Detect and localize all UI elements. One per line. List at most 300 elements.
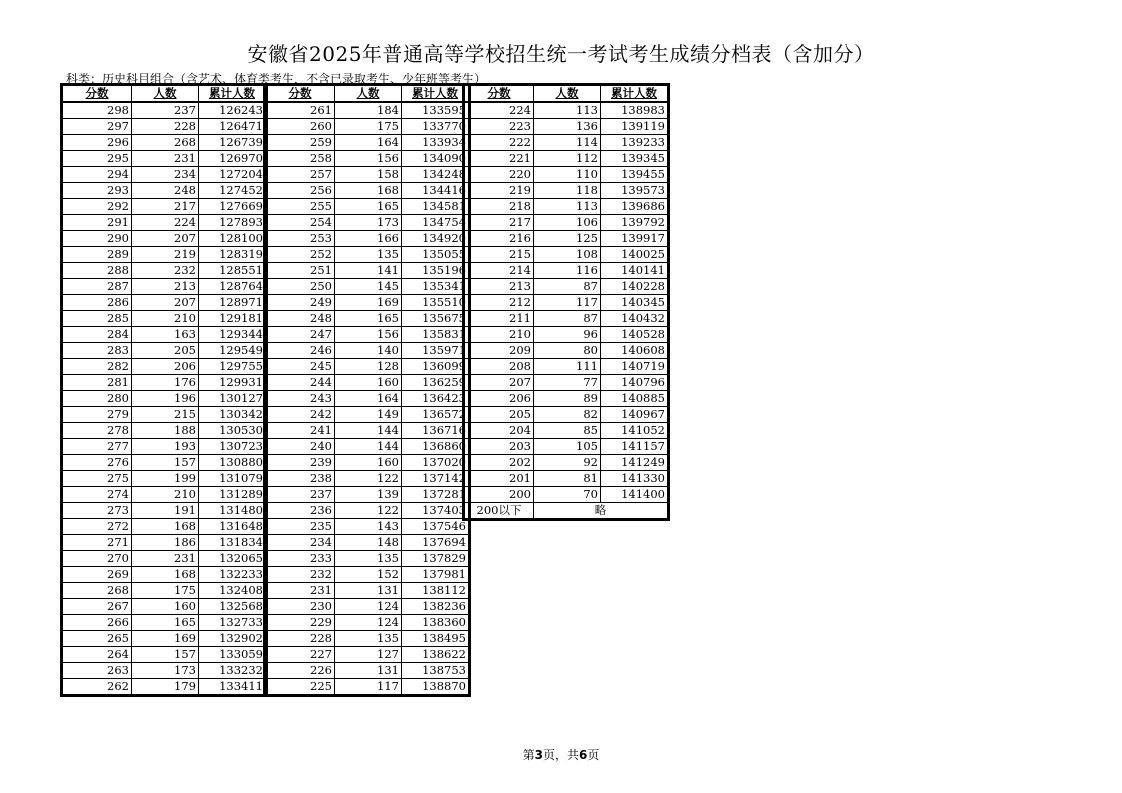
score-cell: 254 <box>266 215 335 231</box>
cumulative-cell: 128971 <box>199 295 266 311</box>
cumulative-cell: 137981 <box>402 567 469 583</box>
footer-prefix: 第 <box>522 748 535 762</box>
count-cell: 92 <box>534 455 601 471</box>
count-cell: 157 <box>132 647 199 663</box>
score-cell: 258 <box>266 151 335 167</box>
cumulative-cell: 134416 <box>402 183 469 199</box>
cumulative-cell: 135341 <box>402 279 469 295</box>
count-cell: 169 <box>335 295 402 311</box>
table-row <box>63 391 266 407</box>
count-cell: 176 <box>132 375 199 391</box>
table-row <box>63 455 266 471</box>
footer-page-number: 3 <box>534 748 543 762</box>
cumulative-cell: 135055 <box>402 247 469 263</box>
table-row <box>266 583 469 599</box>
count-cell: 168 <box>335 183 402 199</box>
table-row <box>266 631 469 647</box>
score-cell: 284 <box>63 327 132 343</box>
cumulative-cell: 137142 <box>402 471 469 487</box>
count-cell: 175 <box>335 119 402 135</box>
header-score: 分数 <box>266 86 335 103</box>
count-cell: 82 <box>534 407 601 423</box>
cumulative-cell: 135196 <box>402 263 469 279</box>
count-cell: 105 <box>534 439 601 455</box>
cumulative-cell: 132065 <box>199 551 266 567</box>
cumulative-cell: 134754 <box>402 215 469 231</box>
count-cell: 210 <box>132 311 199 327</box>
count-cell: 139 <box>335 487 402 503</box>
cumulative-cell: 136572 <box>402 407 469 423</box>
cumulative-cell: 133595 <box>402 102 469 119</box>
header-score: 分数 <box>465 86 534 103</box>
count-cell: 77 <box>534 375 601 391</box>
cumulative-cell: 141052 <box>601 423 668 439</box>
table-row <box>63 135 266 151</box>
cumulative-cell: 132733 <box>199 615 266 631</box>
cumulative-cell: 131289 <box>199 487 266 503</box>
count-cell: 156 <box>335 327 402 343</box>
table-row <box>266 151 469 167</box>
count-cell: 156 <box>335 151 402 167</box>
table-row <box>63 183 266 199</box>
table-row <box>266 615 469 631</box>
count-cell: 96 <box>534 327 601 343</box>
cumulative-cell: 138983 <box>601 102 668 119</box>
score-cell: 221 <box>465 151 534 167</box>
score-cell: 222 <box>465 135 534 151</box>
score-cell: 276 <box>63 455 132 471</box>
cumulative-cell: 135675 <box>402 311 469 327</box>
count-cell: 163 <box>132 327 199 343</box>
score-cell: 263 <box>63 663 132 679</box>
score-cell: 259 <box>266 135 335 151</box>
cumulative-cell: 127669 <box>199 199 266 215</box>
table-row <box>266 359 469 375</box>
cumulative-cell: 141330 <box>601 471 668 487</box>
count-cell: 188 <box>132 423 199 439</box>
count-cell: 213 <box>132 279 199 295</box>
table-row <box>63 615 266 631</box>
count-cell: 106 <box>534 215 601 231</box>
table-row <box>63 375 266 391</box>
count-cell: 128 <box>335 359 402 375</box>
count-cell: 224 <box>132 215 199 231</box>
count-cell: 125 <box>534 231 601 247</box>
table-row <box>266 487 469 503</box>
header-cumulative: 累计人数 <box>601 86 668 103</box>
cumulative-cell: 136259 <box>402 375 469 391</box>
cumulative-cell: 128551 <box>199 263 266 279</box>
table-row <box>465 263 668 279</box>
cumulative-cell: 140967 <box>601 407 668 423</box>
score-cell: 277 <box>63 439 132 455</box>
cumulative-cell: 127893 <box>199 215 266 231</box>
cumulative-cell: 131079 <box>199 471 266 487</box>
table-row <box>266 102 469 119</box>
score-cell: 232 <box>266 567 335 583</box>
table-row <box>465 231 668 247</box>
table-row <box>63 151 266 167</box>
score-cell: 289 <box>63 247 132 263</box>
count-cell: 173 <box>132 663 199 679</box>
cumulative-cell: 139917 <box>601 231 668 247</box>
cumulative-cell: 134920 <box>402 231 469 247</box>
cumulative-cell: 126471 <box>199 119 266 135</box>
cumulative-cell: 129931 <box>199 375 266 391</box>
score-cell: 202 <box>465 455 534 471</box>
score-cell: 229 <box>266 615 335 631</box>
table-row <box>266 535 469 551</box>
count-cell: 164 <box>335 391 402 407</box>
score-cell: 238 <box>266 471 335 487</box>
cumulative-cell: 134248 <box>402 167 469 183</box>
table-row <box>63 167 266 183</box>
score-cell: 237 <box>266 487 335 503</box>
cumulative-cell: 137020 <box>402 455 469 471</box>
score-cell: 273 <box>63 503 132 519</box>
table-row <box>465 279 668 295</box>
table-row <box>63 279 266 295</box>
count-cell: 248 <box>132 183 199 199</box>
table-row <box>465 183 668 199</box>
score-cell: 214 <box>465 263 534 279</box>
table-row <box>465 343 668 359</box>
header-cumulative: 累计人数 <box>199 86 266 103</box>
cumulative-cell: 133934 <box>402 135 469 151</box>
count-cell: 144 <box>335 423 402 439</box>
count-cell: 193 <box>132 439 199 455</box>
score-cell: 211 <box>465 311 534 327</box>
count-cell: 206 <box>132 359 199 375</box>
cumulative-cell: 138236 <box>402 599 469 615</box>
count-cell: 165 <box>132 615 199 631</box>
table-row <box>63 231 266 247</box>
table-row <box>63 119 266 135</box>
table-row <box>63 247 266 263</box>
table-row <box>465 102 668 119</box>
score-cell: 267 <box>63 599 132 615</box>
table-row <box>465 167 668 183</box>
score-cell: 247 <box>266 327 335 343</box>
score-cell: 213 <box>465 279 534 295</box>
score-cell: 242 <box>266 407 335 423</box>
count-cell: 149 <box>335 407 402 423</box>
score-cell: 239 <box>266 455 335 471</box>
cumulative-cell: 129755 <box>199 359 266 375</box>
count-cell: 160 <box>132 599 199 615</box>
table-row <box>266 215 469 231</box>
score-cell: 255 <box>266 199 335 215</box>
score-cell: 216 <box>465 231 534 247</box>
cumulative-cell: 129344 <box>199 327 266 343</box>
score-cell: 235 <box>266 519 335 535</box>
count-cell: 186 <box>132 535 199 551</box>
count-cell: 231 <box>132 151 199 167</box>
count-cell: 131 <box>335 663 402 679</box>
count-cell: 118 <box>534 183 601 199</box>
score-cell: 203 <box>465 439 534 455</box>
score-cell: 201 <box>465 471 534 487</box>
cumulative-cell: 140608 <box>601 343 668 359</box>
table-row <box>63 102 266 119</box>
score-cell: 240 <box>266 439 335 455</box>
score-cell: 296 <box>63 135 132 151</box>
score-cell: 250 <box>266 279 335 295</box>
cumulative-cell: 140025 <box>601 247 668 263</box>
cumulative-cell: 140432 <box>601 311 668 327</box>
table-row <box>63 567 266 583</box>
count-cell: 117 <box>335 679 402 695</box>
table-row <box>266 439 469 455</box>
score-cell: 257 <box>266 167 335 183</box>
count-cell: 108 <box>534 247 601 263</box>
table-row <box>465 215 668 231</box>
score-cell: 234 <box>266 535 335 551</box>
score-cell: 265 <box>63 631 132 647</box>
cumulative-cell: 130342 <box>199 407 266 423</box>
footer-mid: 页，共 <box>542 748 579 762</box>
page-footer <box>0 746 1122 763</box>
table-row <box>63 423 266 439</box>
header-cumulative: 累计人数 <box>402 86 469 103</box>
count-cell: 164 <box>335 135 402 151</box>
score-cell: 268 <box>63 583 132 599</box>
count-cell: 148 <box>335 535 402 551</box>
cumulative-cell: 138622 <box>402 647 469 663</box>
count-cell: 117 <box>534 295 601 311</box>
score-cell: 206 <box>465 391 534 407</box>
table-row <box>266 343 469 359</box>
score-table-1 <box>62 85 266 695</box>
table-row <box>63 295 266 311</box>
count-cell: 166 <box>335 231 402 247</box>
table-row <box>465 327 668 343</box>
score-cell: 230 <box>266 599 335 615</box>
score-cell: 220 <box>465 167 534 183</box>
count-cell: 268 <box>132 135 199 151</box>
count-cell: 168 <box>132 519 199 535</box>
cumulative-cell: 133059 <box>199 647 266 663</box>
count-cell: 179 <box>132 679 199 695</box>
score-cell: 261 <box>266 102 335 119</box>
count-cell: 135 <box>335 631 402 647</box>
score-cell: 275 <box>63 471 132 487</box>
category-subtitle: 科类：历史科目组合（含艺术、体育类考生，不含已录取考生、少年班等考生） <box>66 72 487 86</box>
table-row <box>266 327 469 343</box>
cumulative-cell: 132408 <box>199 583 266 599</box>
count-cell: 168 <box>132 567 199 583</box>
table-row <box>266 135 469 151</box>
score-cell: 269 <box>63 567 132 583</box>
table-row <box>63 503 266 519</box>
score-cell: 224 <box>465 102 534 119</box>
score-cell: 246 <box>266 343 335 359</box>
count-cell: 145 <box>335 279 402 295</box>
score-cell: 287 <box>63 279 132 295</box>
count-cell: 207 <box>132 295 199 311</box>
table-row <box>266 519 469 535</box>
score-cell: 270 <box>63 551 132 567</box>
score-cell: 226 <box>266 663 335 679</box>
score-cell: 295 <box>63 151 132 167</box>
count-cell: 136 <box>534 119 601 135</box>
cumulative-cell: 133232 <box>199 663 266 679</box>
count-cell: 114 <box>534 135 601 151</box>
table-row <box>465 359 668 375</box>
table-row <box>266 455 469 471</box>
page-title: 安徽省2025年普通高等学校招生统一考试考生成绩分档表（含加分） <box>247 42 875 66</box>
score-cell: 288 <box>63 263 132 279</box>
count-cell: 228 <box>132 119 199 135</box>
cumulative-cell: 139233 <box>601 135 668 151</box>
cumulative-cell: 128319 <box>199 247 266 263</box>
score-cell: 241 <box>266 423 335 439</box>
count-cell: 231 <box>132 551 199 567</box>
table-row <box>63 471 266 487</box>
score-cell: 245 <box>266 359 335 375</box>
count-cell: 157 <box>132 455 199 471</box>
count-cell: 175 <box>132 583 199 599</box>
score-cell: 292 <box>63 199 132 215</box>
cumulative-cell: 140345 <box>601 295 668 311</box>
table-row <box>266 199 469 215</box>
header-score: 分数 <box>63 86 132 103</box>
table-row <box>465 423 668 439</box>
cumulative-cell: 137829 <box>402 551 469 567</box>
cumulative-cell: 133770 <box>402 119 469 135</box>
cumulative-cell: 130530 <box>199 423 266 439</box>
score-cell: 262 <box>63 679 132 695</box>
count-cell: 173 <box>335 215 402 231</box>
count-cell: 217 <box>132 199 199 215</box>
cumulative-cell: 127204 <box>199 167 266 183</box>
table-row <box>465 407 668 423</box>
table-row <box>63 311 266 327</box>
count-cell: 158 <box>335 167 402 183</box>
count-cell: 89 <box>534 391 601 407</box>
table-row <box>266 311 469 327</box>
cumulative-cell: 128100 <box>199 231 266 247</box>
cumulative-cell: 128764 <box>199 279 266 295</box>
cumulative-cell: 126243 <box>199 102 266 119</box>
score-cell: 249 <box>266 295 335 311</box>
table-row <box>266 167 469 183</box>
cumulative-cell: 139686 <box>601 199 668 215</box>
score-table-3 <box>464 85 668 519</box>
count-cell: 140 <box>335 343 402 359</box>
table-row <box>63 551 266 567</box>
score-cell: 278 <box>63 423 132 439</box>
cumulative-cell: 140141 <box>601 263 668 279</box>
cumulative-cell: 141249 <box>601 455 668 471</box>
table-row <box>63 407 266 423</box>
count-cell: 131 <box>335 583 402 599</box>
score-cell: 271 <box>63 535 132 551</box>
table-row <box>465 471 668 487</box>
cumulative-cell: 129549 <box>199 343 266 359</box>
count-cell: 165 <box>335 199 402 215</box>
table-row <box>266 231 469 247</box>
table-row <box>63 439 266 455</box>
cumulative-cell: 130880 <box>199 455 266 471</box>
score-cell: 225 <box>266 679 335 695</box>
header-count: 人数 <box>132 86 199 103</box>
table-row <box>266 391 469 407</box>
cumulative-cell: 139792 <box>601 215 668 231</box>
cumulative-cell: 131834 <box>199 535 266 551</box>
count-cell: 141 <box>335 263 402 279</box>
score-cell: 274 <box>63 487 132 503</box>
cumulative-cell: 135831 <box>402 327 469 343</box>
score-cell: 286 <box>63 295 132 311</box>
score-cell: 266 <box>63 615 132 631</box>
cumulative-cell: 130723 <box>199 439 266 455</box>
table-row <box>465 119 668 135</box>
cumulative-cell: 140885 <box>601 391 668 407</box>
score-cell: 217 <box>465 215 534 231</box>
count-cell: 152 <box>335 567 402 583</box>
cumulative-cell: 140796 <box>601 375 668 391</box>
cumulative-cell: 132902 <box>199 631 266 647</box>
table-row <box>465 151 668 167</box>
table-row <box>266 407 469 423</box>
cumulative-cell: 140528 <box>601 327 668 343</box>
score-cell: 218 <box>465 199 534 215</box>
cumulative-cell: 139573 <box>601 183 668 199</box>
score-cell: 215 <box>465 247 534 263</box>
table-row <box>266 679 469 695</box>
table-row <box>465 439 668 455</box>
cumulative-cell: 139455 <box>601 167 668 183</box>
score-cell: 208 <box>465 359 534 375</box>
table-row <box>266 503 469 519</box>
count-cell: 112 <box>534 151 601 167</box>
table-row <box>63 343 266 359</box>
table-row <box>465 199 668 215</box>
cumulative-cell: 135971 <box>402 343 469 359</box>
count-cell: 215 <box>132 407 199 423</box>
score-cell: 219 <box>465 183 534 199</box>
cumulative-cell: 126739 <box>199 135 266 151</box>
table-row <box>266 599 469 615</box>
score-cell: 248 <box>266 311 335 327</box>
cumulative-cell: 140228 <box>601 279 668 295</box>
cumulative-cell: 136099 <box>402 359 469 375</box>
table-row <box>465 487 668 503</box>
count-cell: 122 <box>335 503 402 519</box>
table-row <box>266 247 469 263</box>
count-cell: 210 <box>132 487 199 503</box>
count-cell: 160 <box>335 455 402 471</box>
cumulative-cell: 136716 <box>402 423 469 439</box>
cumulative-cell: 134090 <box>402 151 469 167</box>
cumulative-cell: 133411 <box>199 679 266 695</box>
table-row <box>63 487 266 503</box>
table-row <box>266 663 469 679</box>
header-count: 人数 <box>335 86 402 103</box>
count-cell: 124 <box>335 599 402 615</box>
cumulative-cell: 129181 <box>199 311 266 327</box>
cumulative-cell: 138753 <box>402 663 469 679</box>
count-cell: 191 <box>132 503 199 519</box>
score-table-2 <box>265 85 469 695</box>
score-cell: 282 <box>63 359 132 375</box>
score-cell: 260 <box>266 119 335 135</box>
score-cell: 280 <box>63 391 132 407</box>
count-cell: 135 <box>335 247 402 263</box>
score-cell: 243 <box>266 391 335 407</box>
table-row <box>266 551 469 567</box>
